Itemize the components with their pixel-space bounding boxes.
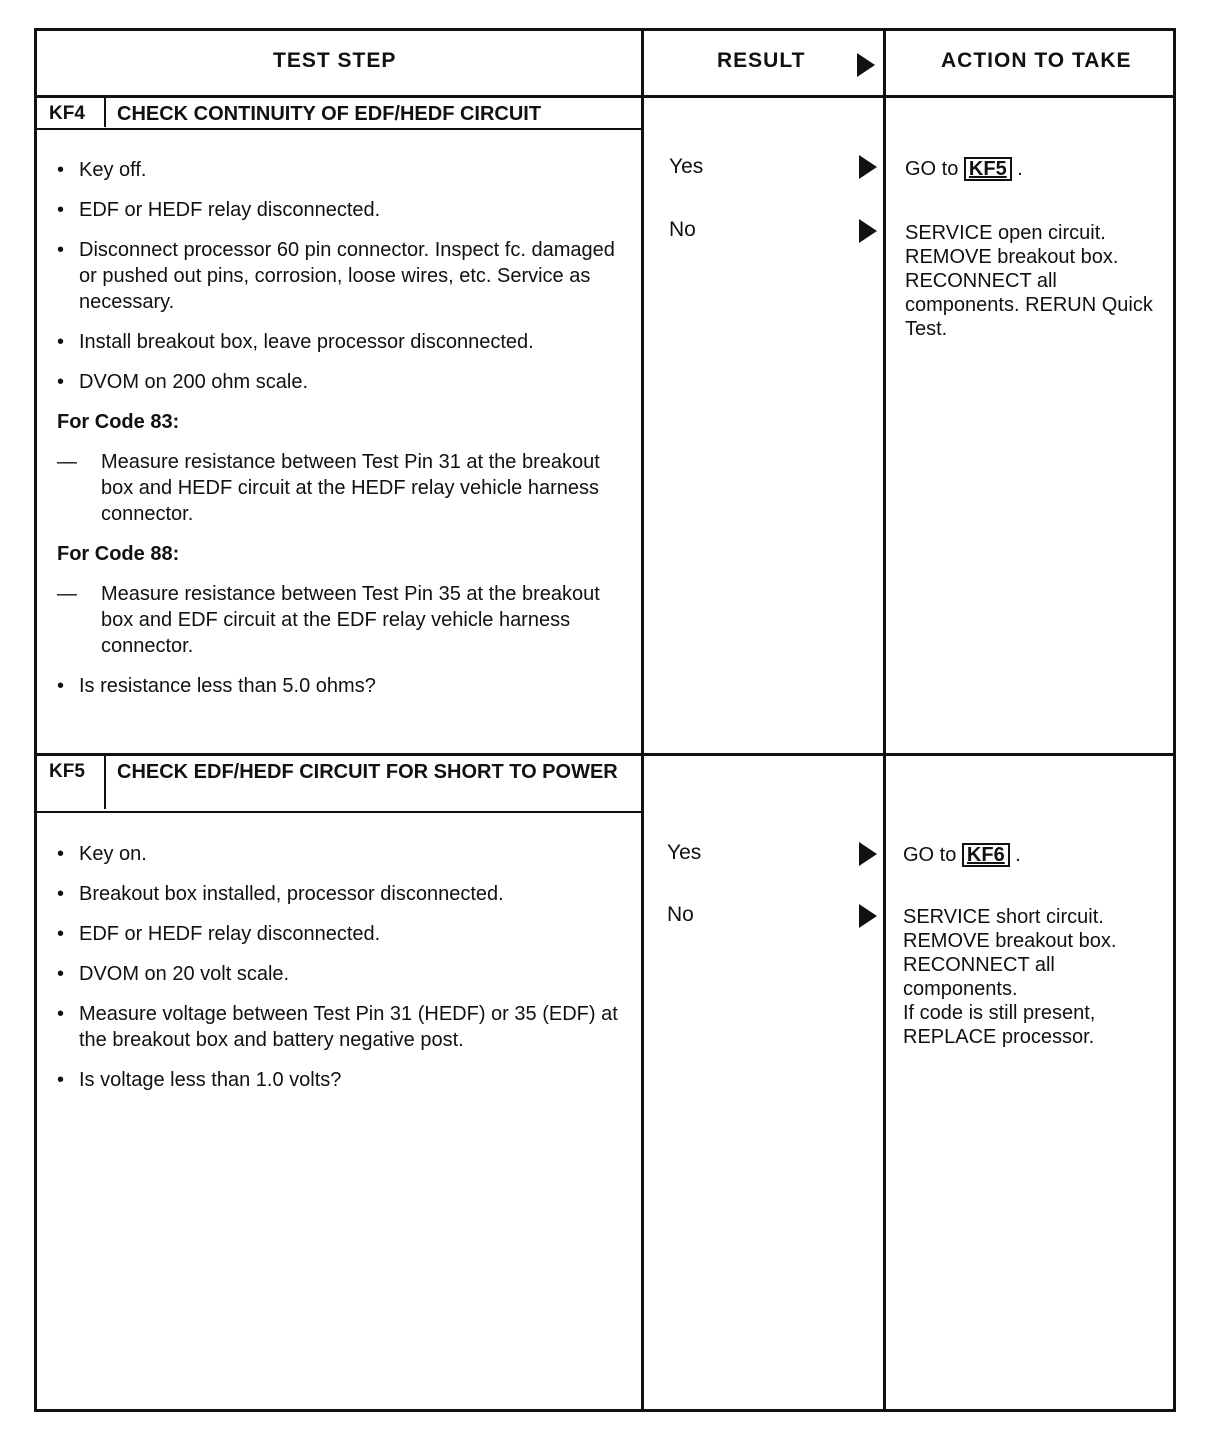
step-code-divider xyxy=(104,755,106,809)
action-go-to: GO to xyxy=(903,844,957,866)
step-divider xyxy=(37,753,1176,756)
list-item: • DVOM on 200 ohm scale. xyxy=(57,369,627,395)
list-item: • Breakout box installed, processor disconnected. xyxy=(57,881,627,907)
step-title-divider xyxy=(37,128,641,130)
list-item: • EDF or HEDF relay disconnected. xyxy=(57,921,627,947)
arrow-right-icon xyxy=(859,219,877,243)
result-yes-kf4: Yes xyxy=(669,155,704,178)
step-body-kf4 xyxy=(57,157,627,713)
arrow-right-icon xyxy=(857,53,875,77)
list-item: • Key on. xyxy=(57,841,627,867)
list-item: • Install breakout box, leave processor disconnected. xyxy=(57,329,627,355)
action-no-text: SERVICE short circuit. REMOVE breakout box. RECONNECT all components. xyxy=(903,906,1117,1000)
header-divider xyxy=(37,95,1176,98)
action-go-to: GO to xyxy=(905,158,959,180)
measure-item-83 xyxy=(57,449,627,527)
arrow-right-icon xyxy=(859,904,877,928)
column-divider xyxy=(883,31,886,1409)
step-code-divider xyxy=(104,97,106,127)
header-action: ACTION TO TAKE xyxy=(941,49,1132,72)
step-body-kf5 xyxy=(57,841,627,1107)
list-item: • DVOM on 20 volt scale. xyxy=(57,961,627,987)
question-item: • Is resistance less than 5.0 ohms? xyxy=(57,673,627,699)
step-ref-kf5: KF5 xyxy=(964,157,1012,181)
measure-item-88 xyxy=(57,581,627,659)
list-item: • Key off. xyxy=(57,157,627,183)
step-title-divider xyxy=(37,811,641,813)
result-yes-kf5: Yes xyxy=(667,841,702,864)
header-result: RESULT xyxy=(717,49,806,72)
step-code-kf5: KF5 xyxy=(49,761,85,782)
action-no-kf4: SERVICE open circuit. REMOVE breakout box. RECONNECT all components. RERUN Quick Test. xyxy=(905,222,1153,340)
dash-icon: — xyxy=(57,451,77,473)
step-code-kf4: KF4 xyxy=(49,103,85,124)
step-title-kf5: CHECK EDF/HEDF CIRCUIT FOR SHORT TO POWER xyxy=(117,761,618,783)
list-item: • Measure voltage between Test Pin 31 (HEDF) or 35 (EDF) at the breakout box and battery negative post. xyxy=(57,1001,627,1053)
dash-icon: — xyxy=(57,583,77,605)
column-divider xyxy=(641,31,644,1409)
list-item: • Disconnect processor 60 pin connector. Inspect fc. damaged or pushed out pins, corrosion, loose wires, etc. Service as necessary. xyxy=(57,237,627,315)
action-yes-kf4: GO to KF5 . xyxy=(905,158,1023,180)
question-item: • Is voltage less than 1.0 volts? xyxy=(57,1067,627,1093)
step-ref-kf6: KF6 xyxy=(962,843,1010,867)
arrow-right-icon xyxy=(859,842,877,866)
result-no-kf5: No xyxy=(667,903,694,926)
code-83-heading: For Code 83: xyxy=(57,411,180,433)
action-no-kf5 xyxy=(903,905,1161,1049)
measure-text-88: Measure resistance between Test Pin 35 at the breakout box and EDF circuit at the EDF relay vehicle harness connector. xyxy=(101,583,600,657)
code-88-heading: For Code 88: xyxy=(57,543,180,565)
header-test-step: TEST STEP xyxy=(273,49,397,72)
step-title-kf4: CHECK CONTINUITY OF EDF/HEDF CIRCUIT xyxy=(117,103,542,125)
list-item: • EDF or HEDF relay disconnected. xyxy=(57,197,627,223)
measure-text-83: Measure resistance between Test Pin 31 at the breakout box and HEDF circuit at the HEDF relay vehicle harness connector. xyxy=(101,451,600,525)
diagnostic-table xyxy=(34,28,1176,1412)
result-no-kf4: No xyxy=(669,218,696,241)
action-yes-kf5: GO to KF6 . xyxy=(903,844,1021,866)
arrow-right-icon xyxy=(859,155,877,179)
action-no-text-2: If code is still present, REPLACE processor. xyxy=(903,1002,1096,1048)
